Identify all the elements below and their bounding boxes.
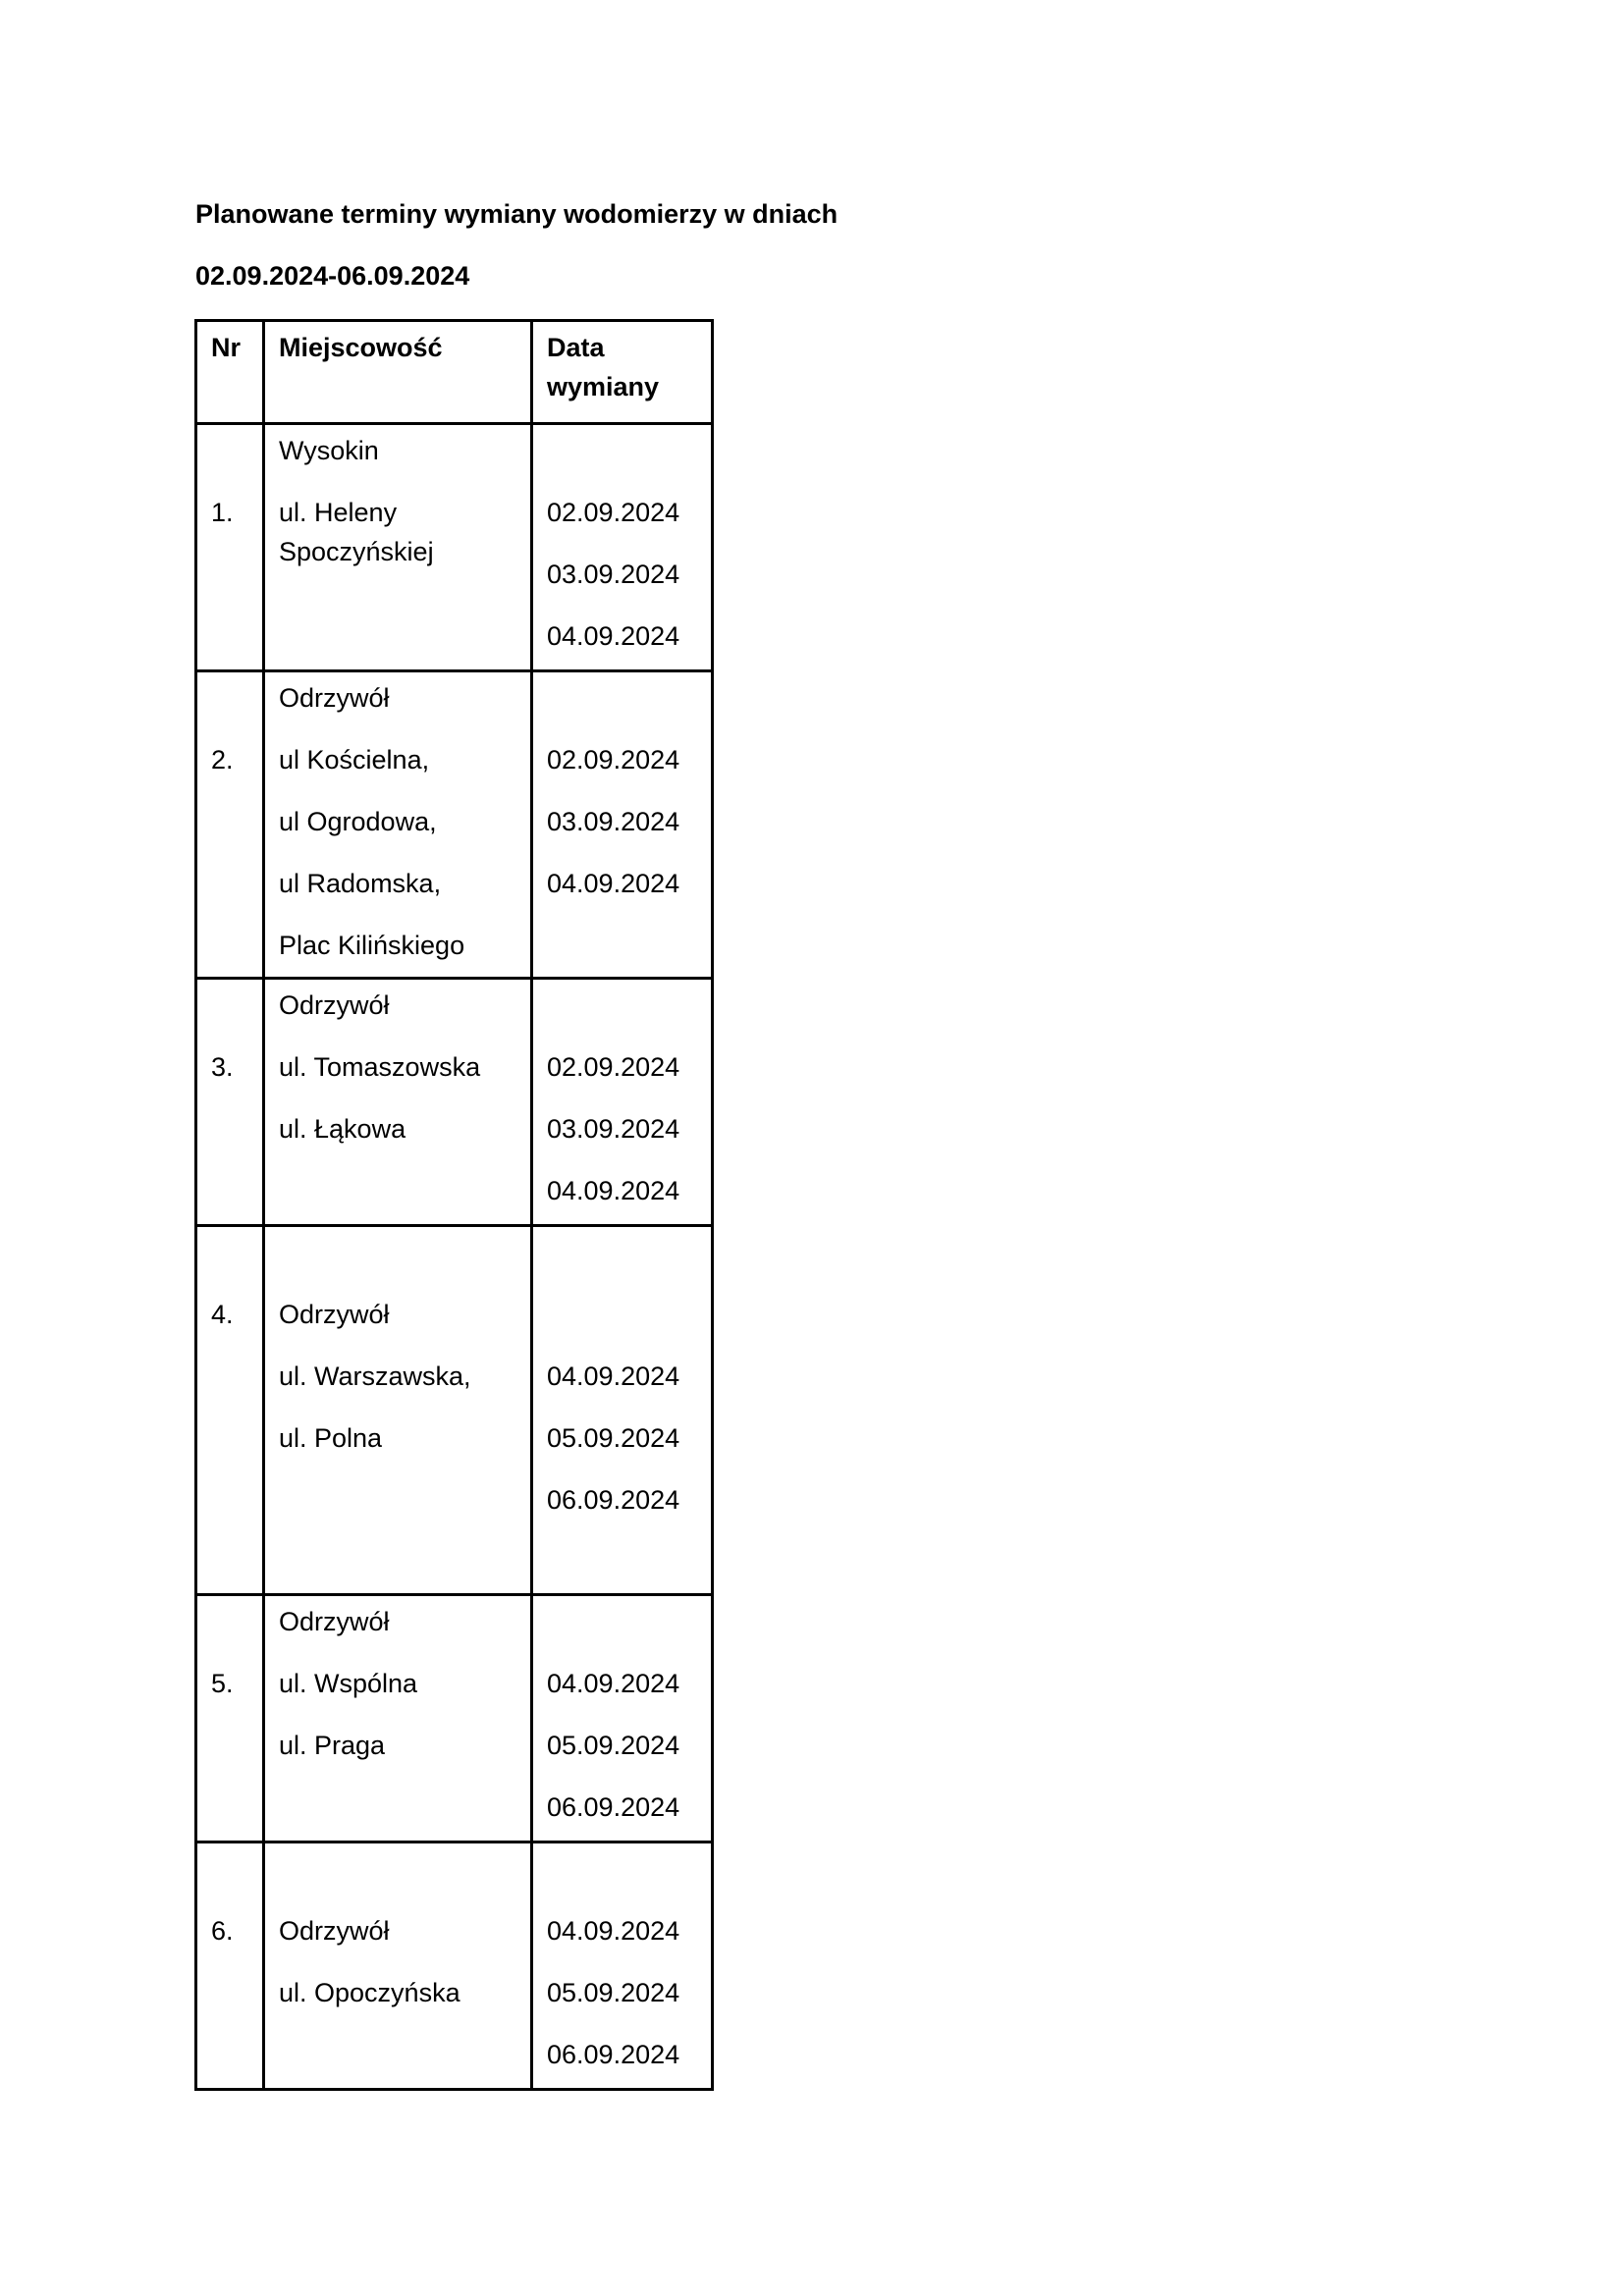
row-nr-cell	[196, 1842, 264, 2090]
row-place-cell	[264, 1595, 532, 1842]
date-value: 03.09.2024	[547, 560, 680, 589]
row-nr-cell	[196, 671, 264, 979]
table-row	[196, 1226, 713, 1595]
date-value: 04.09.2024	[547, 1362, 680, 1391]
date-value: 02.09.2024	[547, 745, 680, 774]
place-town: Wysokin	[279, 436, 379, 465]
row-nr-cell	[196, 1226, 264, 1595]
date-value: 06.09.2024	[547, 2040, 680, 2069]
row-nr: 5.	[211, 1669, 234, 1698]
table-row	[196, 1842, 713, 2090]
place-town: Odrzywół	[279, 1607, 390, 1636]
row-place-cell	[264, 424, 532, 671]
row-date-cell	[532, 424, 713, 671]
table-row	[196, 671, 713, 979]
table-row	[196, 1595, 713, 1842]
date-value: 02.09.2024	[547, 498, 680, 527]
place-street: ul. Wspólna	[279, 1669, 418, 1698]
row-date-cell	[532, 1595, 713, 1842]
place-street: ul. Łąkowa	[279, 1114, 406, 1144]
place-town: Odrzywół	[279, 683, 390, 713]
row-nr-cell	[196, 979, 264, 1226]
place-street: ul Ogrodowa,	[279, 807, 437, 836]
header-date-label: Data wymiany	[547, 333, 660, 401]
row-place-cell	[264, 979, 532, 1226]
row-place-cell	[264, 1842, 532, 2090]
date-value: 04.09.2024	[547, 869, 680, 898]
place-street: ul Kościelna,	[279, 745, 430, 774]
row-nr: 6.	[211, 1916, 234, 1946]
date-value: 04.09.2024	[547, 621, 680, 651]
date-value: 05.09.2024	[547, 1978, 680, 2007]
place-street: ul. Warszawska,	[279, 1362, 471, 1391]
date-value: 06.09.2024	[547, 1792, 680, 1822]
replacement-schedule-table	[194, 319, 714, 2091]
place-street: ul. Praga	[279, 1731, 386, 1760]
row-nr: 2.	[211, 745, 234, 774]
place-street: ul. Polna	[279, 1423, 383, 1453]
place-street: Plac Kilińskiego	[279, 931, 465, 960]
date-value: 06.09.2024	[547, 1485, 680, 1515]
document-title: Planowane terminy wymiany wodomierzy w dniach	[195, 199, 839, 229]
row-date-cell	[532, 979, 713, 1226]
header-cell-place	[264, 321, 532, 424]
table-row	[196, 424, 713, 671]
header-place-label: Miejscowość	[279, 333, 443, 362]
header-nr-label: Nr	[211, 333, 242, 362]
row-nr: 1.	[211, 498, 234, 527]
place-town: Odrzywół	[279, 1300, 390, 1329]
date-value: 04.09.2024	[547, 1669, 680, 1698]
date-value: 02.09.2024	[547, 1052, 680, 1082]
date-value: 04.09.2024	[547, 1176, 680, 1205]
place-street: ul Radomska,	[279, 869, 442, 898]
row-nr: 3.	[211, 1052, 234, 1082]
date-value: 05.09.2024	[547, 1731, 680, 1760]
row-date-cell	[532, 1226, 713, 1595]
place-street: ul. Tomaszowska	[279, 1052, 481, 1082]
date-value: 03.09.2024	[547, 807, 680, 836]
row-nr-cell	[196, 424, 264, 671]
place-street: ul. Heleny Spoczyńskiej	[279, 498, 434, 566]
date-value: 03.09.2024	[547, 1114, 680, 1144]
row-nr-cell	[196, 1595, 264, 1842]
row-date-cell	[532, 671, 713, 979]
row-date-cell	[532, 1842, 713, 2090]
table-header-row	[196, 321, 713, 424]
place-town: Odrzywół	[279, 1916, 390, 1946]
date-range-title: 02.09.2024-06.09.2024	[195, 261, 470, 291]
header-cell-date	[532, 321, 713, 424]
row-nr: 4.	[211, 1300, 234, 1329]
date-value: 04.09.2024	[547, 1916, 680, 1946]
table-row	[196, 979, 713, 1226]
place-town: Odrzywół	[279, 990, 390, 1020]
date-value: 05.09.2024	[547, 1423, 680, 1453]
place-street: ul. Opoczyńska	[279, 1978, 460, 2007]
row-place-cell	[264, 1226, 532, 1595]
row-place-cell	[264, 671, 532, 979]
header-cell-nr	[196, 321, 264, 424]
